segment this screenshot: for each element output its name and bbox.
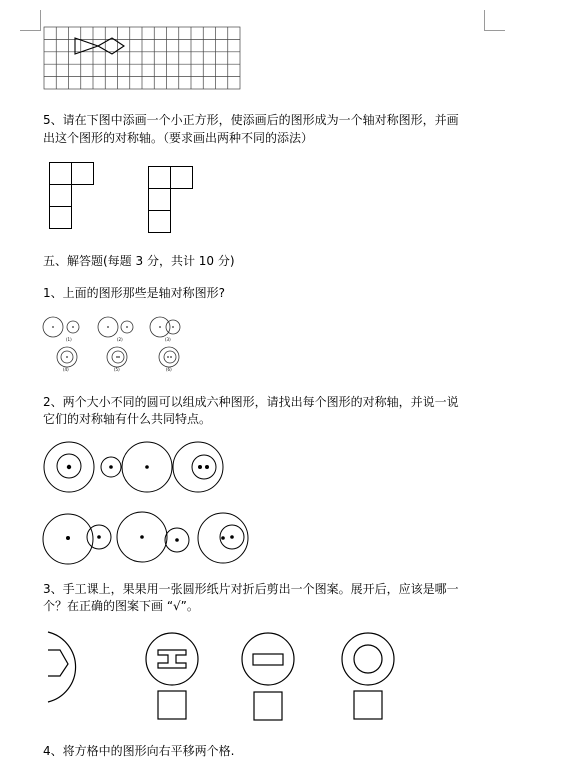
grid-figure <box>44 27 241 90</box>
q5-line2: 出这个图形的对称轴。（要求画出两种不同的添法） <box>43 131 314 145</box>
a1-label-6: (6) <box>166 367 172 372</box>
a1-label-4: (4) <box>63 367 69 372</box>
a3-option-1 <box>143 630 203 730</box>
page-corner-mark-right <box>484 10 505 31</box>
q5-line1: 5、请在下图中添画一个小正方形，使添画后的图形成为一个轴对称图形，并画 <box>43 113 459 127</box>
page-corner-mark-left <box>20 10 41 31</box>
a3-line2: 个？在正确的图案下画 “√”。 <box>43 599 199 613</box>
a2-line2: 它们的对称轴有什么共同特点。 <box>43 412 212 426</box>
a1-label-3: (3) <box>165 337 171 342</box>
a3-option-3 <box>339 630 399 730</box>
a1-label-2: (2) <box>117 337 123 342</box>
section-heading: 五、解答题(每题 3 分，共计 10 分) <box>43 254 235 268</box>
a2-line1: 2、两个大小不同的圆可以组成六种图形，请找出每个图形的对称轴，并说一说 <box>43 395 459 409</box>
a3-folded-paper <box>44 626 84 706</box>
a3-line1: 3、手工课上，果果用一张圆形纸片对折后剪出一个图案。展开后，应该是哪一 <box>43 582 459 596</box>
q5-figure-right <box>148 166 198 236</box>
a4-text: 4、将方格中的图形向右平移两个格. <box>43 744 235 758</box>
a1-label-1: (1) <box>66 337 72 342</box>
a3-option-2 <box>240 631 300 731</box>
a1-small-circle-figures <box>40 314 200 374</box>
a1-label-5: (5) <box>114 367 120 372</box>
a1-text: 1、上面的图形那些是轴对称图形? <box>43 286 226 300</box>
q5-figure-left <box>49 162 99 232</box>
a2-circle-pairs <box>40 438 250 568</box>
